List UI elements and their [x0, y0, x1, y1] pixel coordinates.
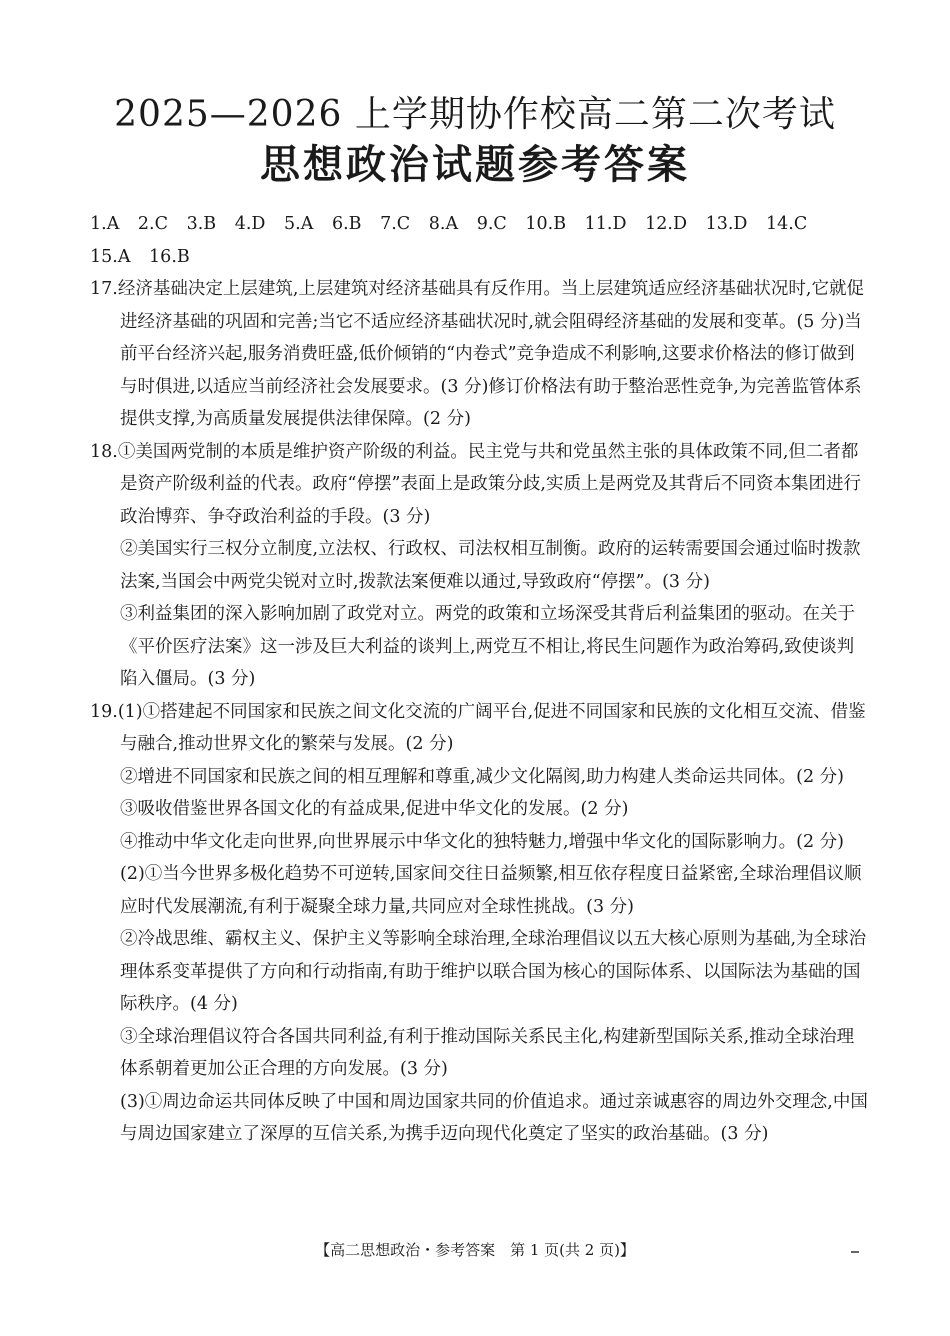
question-19-part-1-point-2: ②增进不同国家和民族之间的相互理解和尊重,减少文化隔阂,助力构建人类命运共同体。(2 分): [120, 766, 844, 787]
document-title: 思想政治试题参考答案: [260, 141, 690, 188]
mc-answer: 4.D: [234, 214, 266, 234]
question-19-part-1-point-1: 19.(1)①搭建起不同国家和民族之间文化交流的广阔平台,促进不同国家和民族的文化相互交流、借鉴与融合,推动世界文化的繁荣与发展。(2 分): [90, 701, 866, 754]
mc-answer: 13.D: [705, 214, 748, 234]
mc-answer: 8.A: [428, 214, 459, 234]
question-19-part-2-point-3: ③全球治理倡议符合各国共同利益,有利于推动国际关系民主化,构建新型国际关系,推动全球治理体系朝着更加公正合理的方向发展。(3 分): [120, 1026, 855, 1079]
mc-answer: 6.B: [331, 214, 362, 234]
mc-answer: 7.C: [380, 214, 411, 234]
question-19-part-1-point-3: ③吸收借鉴世界各国文化的有益成果,促进中华文化的发展。(2 分): [120, 799, 629, 819]
mc-answers-line-1: [90, 208, 870, 241]
question-17-answer: 17.经济基础决定上层建筑,上层建筑对经济基础具有反作用。当上层建筑适应经济基础状况时,它就促进经济基础的巩固和完善;当它不适应经济基础状况时,就会阻碍经济基础的发展和变革。(5 分)当前平台经济兴起,服务消费旺盛,低价倾销的“内卷式”竞争造成不利影响,这要求价格法的修订做到与时俱进,以适应当前经济社会发展要求。(3 分)修订价格法有助于整治恶性竞争,为完善监管体系提供支撑,为高质量发展提供法律保障。(2 分): [90, 279, 864, 429]
mc-answer: 1.A: [90, 214, 120, 234]
mc-answer: 10.B: [525, 214, 567, 234]
mc-answer: 5.A: [284, 214, 314, 234]
mc-answers-line-2: [90, 241, 870, 274]
mc-answer: 14.C: [766, 214, 808, 234]
mc-answer: 15.A: [90, 246, 131, 267]
question-19-part-1-point-4: ④推动中华文化走向世界,向世界展示中华文化的独特魅力,增强中华文化的国际影响力。(2 分): [120, 831, 844, 852]
exam-title: 2025—2026 上学期协作校高二第二次考试: [114, 94, 836, 135]
mc-answer: 12.D: [645, 214, 687, 234]
question-18-point-3: ③利益集团的深入影响加剧了政党对立。两党的政策和立场深受其背后利益集团的驱动。在关于《平价医疗法案》这一涉及巨大利益的谈判上,两党互不相让,将民生问题作为政治筹码,致使谈判陷入僵局。(3 分): [120, 604, 855, 689]
question-18-point-1: 18.①美国两党制的本质是维护资产阶级的利益。民主党与共和党虽然主张的具体政策不同,但二者都是资产阶级利益的代表。政府“停摆”表面上是政策分歧,实质上是两党及其背后不同资本集团进行政治博弈、争夺政治利益的手段。(3 分): [90, 441, 861, 527]
page-footer: 【高二思想政治・参考答案 第 1 页(共 2 页)】: [315, 1241, 635, 1259]
scan-mark: [851, 1251, 859, 1253]
mc-answer: 11.D: [584, 214, 627, 234]
answer-content: [90, 208, 870, 1151]
mc-answer: 16.B: [149, 246, 190, 267]
mc-answer: 2.C: [137, 214, 169, 234]
question-19-part-3-point-1: (3)①周边命运共同体反映了中国和周边国家共同的价值追求。通过亲诚惠容的周边外交理念,中国与周边国家建立了深厚的互信关系,为携手迈向现代化奠定了坚实的政治基础。(3 分): [120, 1091, 868, 1144]
question-19-part-2-point-1: (2)①当今世界多极化趋势不可逆转,国家间交往日益频繁,相互依存程度日益紧密,全球治理倡议顺应时代发展潮流,有利于凝聚全球力量,共同应对全球性挑战。(3 分): [120, 864, 862, 917]
question-18-point-2: ②美国实行三权分立制度,立法权、行政权、司法权相互制衡。政府的运转需要国会通过临时拨款法案,当国会中两党尖锐对立时,拨款法案便难以通过,导致政府“停摆”。(3 分): [120, 539, 861, 592]
mc-answer: 9.C: [476, 214, 507, 234]
question-19-part-2-point-2: ②冷战思维、霸权主义、保护主义等影响全球治理,全球治理倡议以五大核心原则为基础,为全球治理体系变革提供了方向和行动指南,有助于维护以联合国为核心的国际体系、以国际法为基础的国际秩序。(4 分): [120, 929, 867, 1014]
mc-answer: 3.B: [186, 214, 217, 234]
